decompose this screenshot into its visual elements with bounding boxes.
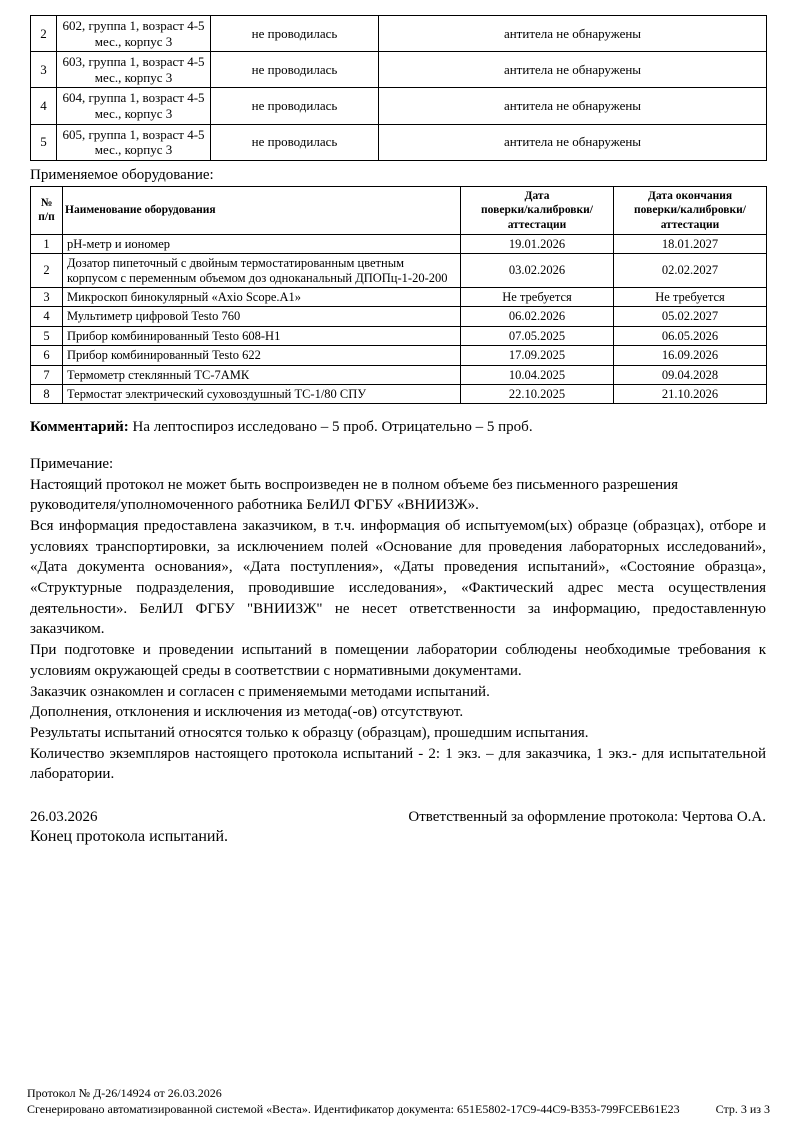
note-paragraph: Результаты испытаний относятся только к образцу (образцам), прошедшим испытания. (30, 724, 589, 741)
equipment-date: Не требуется (461, 288, 614, 307)
result-row-number: 5 (31, 124, 57, 160)
equipment-date-end: Не требуется (614, 288, 767, 307)
equipment-name: Мультиметр цифровой Testo 760 (63, 307, 461, 326)
result-row-number: 4 (31, 88, 57, 124)
table-row (31, 52, 767, 88)
equipment-num: 6 (31, 346, 63, 365)
header-text: поверки/калибровки/аттестации (634, 204, 746, 231)
table-row (31, 307, 767, 326)
equipment-date-end: 16.09.2026 (614, 346, 767, 365)
equipment-header-num (31, 186, 63, 234)
signature-row (30, 809, 766, 826)
table-row (31, 346, 767, 365)
equipment-date: 10.04.2025 (461, 365, 614, 384)
result-value: антитела не обнаружены (379, 16, 767, 52)
result-sample: 605, группа 1, возраст 4-5 мес., корпус 3 (57, 124, 211, 160)
results-table (30, 15, 767, 161)
comment-line (30, 417, 766, 438)
table-row (31, 234, 767, 253)
comment-text: На лептоспироз исследовано – 5 проб. Отрицательно – 5 проб. (128, 419, 533, 436)
equipment-name: Термометр стеклянный ТС-7АМК (63, 365, 461, 384)
footer-generated-line (27, 1102, 770, 1118)
table-row (31, 16, 767, 52)
note-paragraph: Вся информация предоставлена заказчиком, в т.ч. информация об испытуемом(ых) образце (образцах), отборе и условиях транспортировки, за исключением полей «Основание для проведения лабораторных исследований», «Дата документа основания», «Дата поступления», «Даты проведения испытаний», «Состояние образца», «Структурные подразделения, проводившие исследования», «Фактический адрес места осуществления деятельности». БелИЛ ФГБУ "ВНИИЗЖ" не несет ответственности за информацию, предоставленную заказчиком. (30, 518, 766, 638)
equipment-num: 2 (31, 254, 63, 288)
equipment-name: Дозатор пипеточный с двойным термостатированным цветным корпусом с переменным объемом доз одноканальный ДПОПц-1-20-200 (63, 254, 461, 288)
table-row (31, 88, 767, 124)
footer-protocol-number: Протокол № Д-26/14924 от 26.03.2026 (27, 1086, 222, 1100)
result-method: не проводилась (211, 88, 379, 124)
equipment-date: 22.10.2025 (461, 384, 614, 403)
result-sample: 602, группа 1, возраст 4-5 мес., корпус 3 (57, 16, 211, 52)
footer-generator-info: Сгенерировано автоматизированной системой «Веста». Идентификатор документа: 651E5802-17C9-44C9-B353-799FCEB61E23 (27, 1101, 680, 1116)
header-text: поверки/калибровки/аттестации (481, 204, 593, 231)
equipment-name: pH-метр и иономер (63, 234, 461, 253)
table-row (31, 124, 767, 160)
equipment-date: 03.02.2026 (461, 254, 614, 288)
result-value: антитела не обнаружены (379, 124, 767, 160)
equipment-name: Прибор комбинированный Testo 608-H1 (63, 326, 461, 345)
result-method: не проводилась (211, 124, 379, 160)
page-footer (27, 1086, 770, 1117)
table-row (31, 254, 767, 288)
table-header-row (31, 186, 767, 234)
result-value: антитела не обнаружены (379, 52, 767, 88)
equipment-num: 7 (31, 365, 63, 384)
end-of-protocol-line: Конец протокола испытаний. (30, 827, 229, 845)
notes-section (30, 454, 766, 785)
equipment-date: 19.01.2026 (461, 234, 614, 253)
equipment-name: Термостат электрический суховоздушный ТС-1/80 СПУ (63, 384, 461, 403)
note-paragraph: Настоящий протокол не может быть воспроизведен не в полном объеме без письменного разрешения руководителя/уполномоченного работника БелИЛ ФГБУ «ВНИИЗЖ». (30, 476, 679, 514)
table-row (31, 384, 767, 403)
equipment-date-end: 21.10.2026 (614, 384, 767, 403)
equipment-date: 06.02.2026 (461, 307, 614, 326)
equipment-date: 07.05.2025 (461, 326, 614, 345)
equipment-header-date-end (614, 186, 767, 234)
note-paragraph: При подготовке и проведении испытаний в помещении лаборатории соблюдены необходимые требования к условиям окружающей среды в соответствии с нормативными документами. (30, 642, 766, 679)
note-paragraph: Заказчик ознакомлен и согласен с применяемыми методами испытаний. (30, 683, 490, 700)
equipment-name: Прибор комбинированный Testo 622 (63, 346, 461, 365)
equipment-date-end: 18.01.2027 (614, 234, 767, 253)
equipment-table (30, 186, 767, 405)
result-row-number: 3 (31, 52, 57, 88)
result-sample: 603, группа 1, возраст 4-5 мес., корпус 3 (57, 52, 211, 88)
equipment-date-end: 05.02.2027 (614, 307, 767, 326)
note-paragraph: Дополнения, отклонения и исключения из метода(-ов) отсутствуют. (30, 704, 464, 721)
equipment-date: 17.09.2025 (461, 346, 614, 365)
table-row (31, 365, 767, 384)
header-text: № (40, 196, 53, 209)
header-text: Дата (524, 189, 550, 202)
equipment-num: 8 (31, 384, 63, 403)
header-text: п/п (38, 211, 55, 224)
equipment-num: 5 (31, 326, 63, 345)
equipment-num: 4 (31, 307, 63, 326)
result-value: антитела не обнаружены (379, 88, 767, 124)
table-row (31, 326, 767, 345)
page-number: Стр. 3 из 3 (715, 1101, 770, 1116)
result-method: не проводилась (211, 16, 379, 52)
responsible-person: Ответственный за оформление протокола: Чертова О.А. (408, 808, 766, 825)
equipment-num: 3 (31, 288, 63, 307)
equipment-num: 1 (31, 234, 63, 253)
result-row-number: 2 (31, 16, 57, 52)
header-text: Дата окончания (647, 189, 733, 202)
result-sample: 604, группа 1, возраст 4-5 мес., корпус 3 (57, 88, 211, 124)
result-method: не проводилась (211, 52, 379, 88)
equipment-header-name: Наименование оборудования (63, 186, 461, 234)
equipment-name: Микроскоп бинокулярный «Axio Scope.A1» (63, 288, 461, 307)
protocol-date: 26.03.2026 (30, 808, 98, 825)
table-row (31, 288, 767, 307)
notes-heading: Примечание: (30, 455, 114, 472)
equipment-date-end: 06.05.2026 (614, 326, 767, 345)
note-paragraph: Количество экземпляров настоящего протокола испытаний - 2: 1 экз. – для заказчика, 1 экз.- для испытательной лаборатории. (30, 745, 766, 783)
equipment-section-heading: Применяемое оборудование: (30, 166, 214, 183)
equipment-date-end: 02.02.2027 (614, 254, 767, 288)
equipment-date-end: 09.04.2028 (614, 365, 767, 384)
comment-label: Комментарий: (30, 419, 129, 436)
equipment-header-date (461, 186, 614, 234)
